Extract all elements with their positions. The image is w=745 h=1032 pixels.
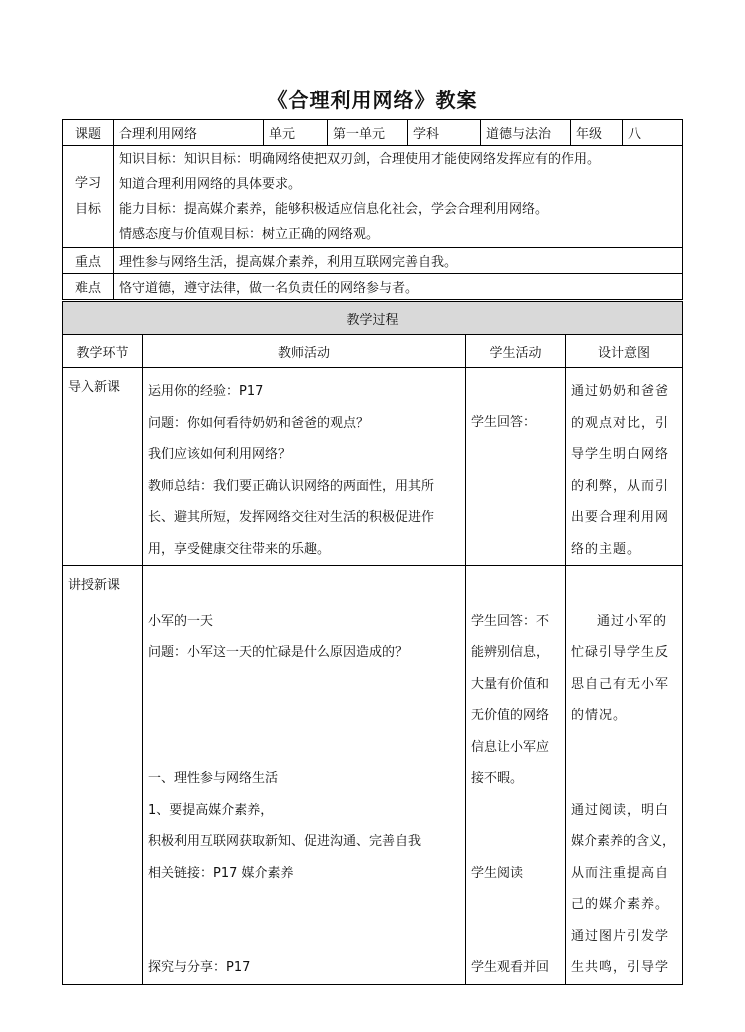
difficulty-value: 恪守道德，遵守法律，做一名负责任的网络参与者。 xyxy=(114,274,683,300)
intro-design-line: 的利弊，从而引 xyxy=(571,478,670,494)
objectives-label-2: 目标 xyxy=(74,201,101,217)
intro-row xyxy=(63,368,683,566)
intro-design xyxy=(566,368,683,566)
process-header-row xyxy=(63,335,683,368)
lecture-student-line: 无价值的网络 xyxy=(471,708,550,723)
lecture-teacher-line xyxy=(148,700,460,732)
header-teacher: 教师活动 xyxy=(143,335,466,368)
lecture-student-line xyxy=(471,889,560,921)
lecture-teacher-line: 1、要提高媒介素养， xyxy=(148,802,274,818)
grade-label: 年级 xyxy=(571,120,623,146)
unit-value: 第一单元 xyxy=(328,120,408,146)
intro-student xyxy=(466,368,566,566)
subject-value: 道德与法治 xyxy=(481,120,571,146)
info-table xyxy=(62,119,683,300)
lecture-design xyxy=(566,566,683,985)
lecture-teacher-line xyxy=(148,921,460,953)
grade-value: 八 xyxy=(623,120,683,146)
lecture-student-line: 学生观看并回 xyxy=(471,960,550,975)
intro-teacher-line: 用，享受健康交往带来的乐趣。 xyxy=(148,541,331,557)
lecture-row xyxy=(63,566,683,985)
lecture-teacher-line xyxy=(148,889,460,921)
unit-label: 单元 xyxy=(264,120,328,146)
lecture-stage: 讲授新课 xyxy=(63,566,143,985)
intro-stage: 导入新课 xyxy=(63,368,143,566)
lecture-student-line: 能辨别信息， xyxy=(471,645,550,660)
objectives-content xyxy=(114,146,683,248)
lecture-design-line: 己的媒介素养。 xyxy=(571,897,670,912)
objectives-row xyxy=(63,146,683,248)
lecture-design-line: 通过图片引发学 xyxy=(571,928,670,944)
intro-teacher-line: 长、避其所短，发挥网络交往对生活的积极促进作 xyxy=(148,510,435,525)
process-band-label: 教学过程 xyxy=(63,302,683,335)
lecture-design-line xyxy=(571,763,677,795)
intro-teacher-line: 教师总结：我们要正确认识网络的两面性，用其所 xyxy=(148,478,435,494)
lecture-teacher-line: 相关链接：P17 媒介素养 xyxy=(148,865,294,881)
subject-label: 学科 xyxy=(408,120,481,146)
lecture-teacher-line: 积极利用互联网获取新知、促进沟通、完善自我 xyxy=(148,834,422,849)
key-point-row xyxy=(63,248,683,274)
intro-teacher xyxy=(143,368,466,566)
page-title: 《合理利用网络》教案 xyxy=(267,88,478,112)
intro-design-line: 出要合理利用网 xyxy=(571,510,670,525)
process-table xyxy=(62,301,683,985)
key-point-value: 理性参与网络生活，提高媒介素养，利用互联网完善自我。 xyxy=(114,248,683,274)
lecture-student xyxy=(466,566,566,985)
objectives-label xyxy=(63,146,114,248)
intro-design-line: 的观点对比，引 xyxy=(571,415,670,431)
lecture-design-line: 通过阅读，明白 xyxy=(571,802,670,818)
lecture-student-line xyxy=(471,921,560,953)
header-stage: 教学环节 xyxy=(63,335,143,368)
lecture-student-line: 学生回答：不 xyxy=(471,613,550,629)
lecture-design-line: 从而注重提高自 xyxy=(571,865,670,881)
lecture-design-line: 媒介素养的含义， xyxy=(571,834,676,849)
objective-line: 知识目标：知识目标：明确网络使把双刃剑，合理使用才能使网络发挥应有的作用。 xyxy=(119,151,601,167)
intro-teacher-line: 我们应该如何利用网络？ xyxy=(148,447,292,462)
lecture-teacher-line: 小军的一天 xyxy=(148,613,214,629)
intro-student-line: 学生回答： xyxy=(471,415,537,430)
lecture-design-line: 通过小军的 xyxy=(597,613,668,629)
objective-line: 能力目标：提高媒介素养，能够积极适应信息化社会，学会合理利用网络。 xyxy=(119,201,549,217)
lecture-student-line: 接不暇。 xyxy=(471,771,524,786)
intro-design-line: 通过奶奶和爸爸 xyxy=(571,384,670,399)
lecture-student-line xyxy=(471,795,560,827)
lecture-student-line xyxy=(471,574,560,606)
intro-design-line: 导学生明白网络 xyxy=(571,447,670,462)
objectives-label-1: 学习 xyxy=(74,175,101,191)
topic-label: 课题 xyxy=(63,120,114,146)
difficulty-label: 难点 xyxy=(63,274,114,300)
key-point-label: 重点 xyxy=(63,248,114,274)
lecture-student-line: 学生阅读 xyxy=(471,865,524,881)
lecture-design-line: 思自己有无小军 xyxy=(571,676,670,692)
lecture-design-line: 忙碌引导学生反 xyxy=(571,645,670,660)
objective-line: 情感态度与价值观目标：树立正确的网络观。 xyxy=(119,226,380,242)
lecture-student-line xyxy=(471,826,560,858)
lecture-student-line: 大量有价值和 xyxy=(471,676,550,692)
lecture-student-line: 信息让小军应 xyxy=(471,739,550,755)
lecture-teacher-line: 问题：小军这一天的忙碌是什么原因造成的？ xyxy=(148,645,409,660)
intro-teacher-line: 问题：你如何看待奶奶和爸爸的观点？ xyxy=(148,415,370,431)
lecture-design-line xyxy=(571,732,677,764)
header-design: 设计意图 xyxy=(566,335,683,368)
lecture-design-line xyxy=(571,574,677,606)
lecture-teacher-line xyxy=(148,732,460,764)
lecture-design-line: 的情况。 xyxy=(571,708,628,723)
intro-teacher-line: 运用你的经验：P17 xyxy=(148,384,264,399)
topic-value: 合理利用网络 xyxy=(114,120,264,146)
lecture-teacher-line: 探究与分享：P17 xyxy=(148,960,251,975)
intro-design-line: 络的主题。 xyxy=(571,541,642,557)
header-student: 学生活动 xyxy=(466,335,566,368)
info-row xyxy=(63,120,683,146)
lecture-design-line: 生共鸣，引导学 xyxy=(571,960,670,975)
difficulty-row xyxy=(63,274,683,300)
objective-line: 知道合理利用网络的具体要求。 xyxy=(119,176,302,192)
lecture-teacher xyxy=(143,566,466,985)
lecture-teacher-line xyxy=(148,574,460,606)
lecture-teacher-line: 一、理性参与网络生活 xyxy=(148,771,279,786)
lecture-teacher-line xyxy=(148,669,460,701)
